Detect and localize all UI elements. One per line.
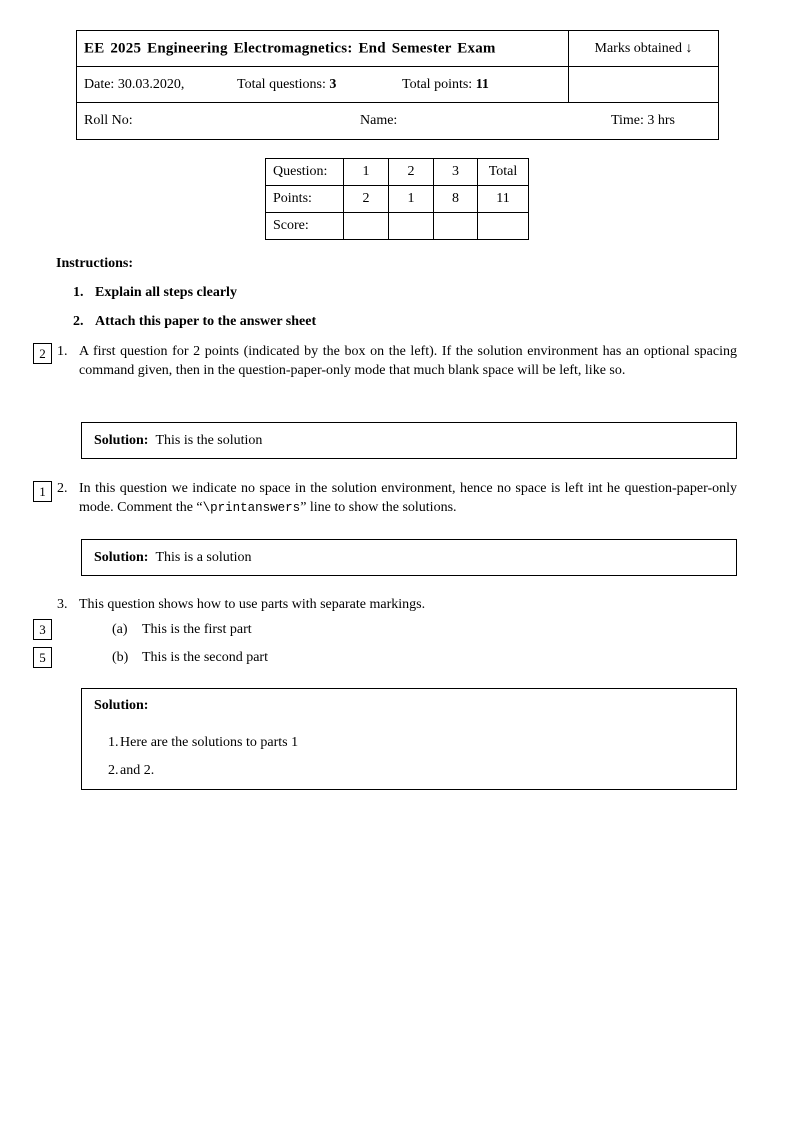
header-title-row [77, 31, 718, 67]
total-points-value: 11 [475, 76, 489, 92]
question-3-solution-item-1-text: Here are the solutions to parts 1 [120, 735, 299, 750]
question-3a-points-box: 3 [33, 619, 52, 640]
question-2-solution-box [81, 539, 737, 576]
total-questions [237, 77, 336, 93]
header-student-row [77, 103, 718, 139]
points-table-question-row [266, 159, 529, 186]
points-total: 11 [478, 186, 529, 213]
marks-obtained-blank-cell [569, 67, 718, 102]
score-q2-blank-cell [389, 213, 434, 240]
score-q1-blank-cell [344, 213, 389, 240]
question-2-text [79, 480, 737, 517]
score-row-label: Score: [266, 213, 344, 240]
question-row-label: Question: [266, 159, 344, 186]
header-meta-row [77, 67, 718, 103]
points-q3: 8 [434, 186, 478, 213]
question-2-points-box: 1 [33, 481, 52, 502]
course-title-cell [77, 31, 569, 66]
points-row-label: Points: [266, 186, 344, 213]
question-1-solution-text: This is the solution [155, 432, 263, 448]
total-questions-label: Total questions: [237, 76, 326, 92]
instruction-1-number: 1. [73, 285, 84, 300]
question-3b-points-box: 5 [33, 647, 52, 668]
question-3-solution-item-2-text: and 2. [120, 763, 155, 778]
course-title: EE 2025 Engineering Electromagnetics: End Semester Exam [84, 40, 496, 56]
name-label: Name: [360, 113, 398, 128]
roll-no-label: Roll No: [84, 113, 133, 128]
question-3-solution-label: Solution: [94, 698, 149, 713]
question-2-text-after: ” line to show the solutions. [300, 499, 457, 515]
time-label: Time: 3 hrs [610, 113, 675, 128]
question-3-solution-item-1-number: 1. [108, 735, 119, 750]
instructions-heading: Instructions: [56, 256, 134, 271]
question-1-points-box: 2 [33, 343, 52, 364]
question-3-number: 3. [57, 597, 68, 612]
points-q2: 1 [389, 186, 434, 213]
question-1-solution-line [82, 423, 736, 458]
points-table-score-row [266, 213, 529, 240]
question-3-text: This question shows how to use parts with separate markings. [79, 597, 426, 612]
question-1-text: A first question for 2 points (indicated by the box on the left). If the solution environment has an optional spacing command given, then in the question-paper-only mode that much blank space will be left, like so. [79, 344, 737, 378]
points-q1: 2 [344, 186, 389, 213]
total-points [402, 77, 489, 93]
marks-obtained-label: Marks obtained ↓ [594, 40, 693, 56]
total-questions-value: 3 [329, 76, 337, 92]
question-1-solution-label: Solution: [94, 432, 149, 448]
question-2-number: 2. [57, 481, 68, 496]
exam-meta-cell [77, 67, 569, 102]
question-3-solution-item-2-number: 2. [108, 763, 119, 778]
score-total-blank-cell [478, 213, 529, 240]
printanswers-code: \printanswers [202, 500, 301, 515]
question-2-solution-line [82, 540, 736, 575]
question-3-solution-box [81, 688, 737, 790]
instruction-1-text: Explain all steps clearly [95, 285, 237, 300]
question-3b-label: (b) [112, 650, 129, 665]
question-3a-text: This is the first part [142, 622, 252, 637]
question-3a-label: (a) [112, 622, 128, 637]
question-2-solution-label: Solution: [94, 549, 149, 565]
question-2-text-before: In this question we indicate no space in the solution environment, hence no space is left int he question-paper-only mode. Comment the “ [79, 481, 737, 515]
question-1-solution-box [81, 422, 737, 459]
question-1-header: 1 [344, 159, 389, 186]
exam-header-table [76, 30, 719, 140]
points-summary-table [265, 158, 529, 240]
question-3b-text: This is the second part [142, 650, 268, 665]
question-total-header: Total [478, 159, 529, 186]
score-q3-blank-cell [434, 213, 478, 240]
marks-obtained-cell [569, 31, 718, 66]
question-3-header: 3 [434, 159, 478, 186]
question-2-header: 2 [389, 159, 434, 186]
exam-date: Date: 30.03.2020, [84, 76, 185, 92]
question-1-number: 1. [57, 344, 68, 359]
points-table-points-row [266, 186, 529, 213]
total-points-label: Total points: [402, 76, 473, 92]
question-2-solution-text: This is a solution [155, 549, 252, 565]
instruction-2-text: Attach this paper to the answer sheet [95, 314, 317, 329]
instruction-2-number: 2. [73, 314, 84, 329]
